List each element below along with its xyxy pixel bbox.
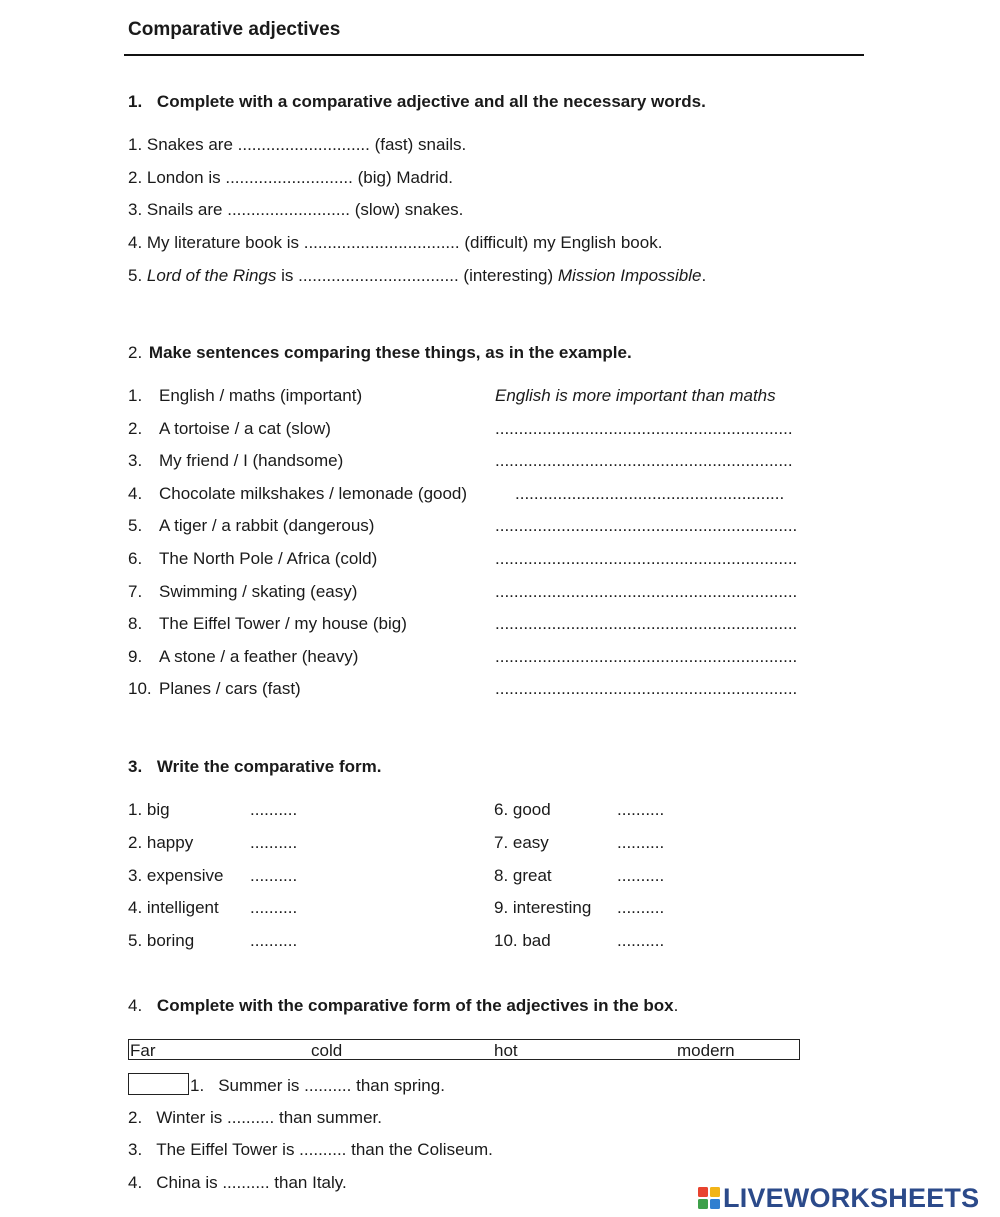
- adjective-word: 6. good: [494, 800, 551, 819]
- comparative-blank[interactable]: ..........: [250, 800, 298, 819]
- answer-blank[interactable]: ................................................................: [495, 647, 798, 666]
- s1-item-3[interactable]: 3. Snails are .......................... (slow) snakes.: [128, 200, 464, 219]
- comparison-row-number: 6.: [128, 549, 143, 568]
- s4-item-1: [190, 1077, 445, 1094]
- section-2-heading: [128, 344, 632, 361]
- answer-blank[interactable]: ................................................................: [495, 679, 798, 698]
- word-box-item: cold: [311, 1041, 343, 1060]
- title-divider: [124, 54, 864, 56]
- adjective-word: 10. bad: [494, 931, 551, 950]
- s1-item-5-film-2: Mission Impossible: [557, 266, 702, 285]
- comparative-blank[interactable]: ..........: [617, 800, 665, 819]
- s4-item-number: 2.: [128, 1108, 143, 1127]
- answer-blank[interactable]: ................................................................: [495, 614, 798, 633]
- s4-item-4: [128, 1174, 347, 1191]
- adjective-word: 2. happy: [128, 833, 194, 852]
- comparison-prompt: Chocolate milkshakes / lemonade (good): [159, 484, 468, 503]
- s4-item-text: Winter is .......... than summer.: [156, 1108, 382, 1127]
- s1-item-5-end: .: [701, 266, 707, 285]
- answer-blank[interactable]: ................................................................: [495, 516, 798, 535]
- section-3-number: 3.: [128, 757, 143, 776]
- comparison-prompt: A tiger / a rabbit (dangerous): [159, 516, 375, 535]
- comparative-blank[interactable]: ..........: [250, 898, 298, 917]
- s4-item-number: 1.: [190, 1076, 205, 1095]
- s4-item-text: China is .......... than Italy.: [156, 1173, 347, 1192]
- adjective-word: 7. easy: [494, 833, 549, 852]
- s4-item-number: 3.: [128, 1140, 143, 1159]
- comparative-blank[interactable]: ..........: [250, 931, 298, 950]
- answer-blank[interactable]: ...............................................................: [495, 451, 793, 470]
- comparative-blank[interactable]: ..........: [617, 898, 665, 917]
- comparison-row-number: 8.: [128, 614, 143, 633]
- answer-blank[interactable]: ................................................................: [495, 549, 798, 568]
- answer-blank[interactable]: .........................................................: [515, 484, 785, 503]
- comparison-row-number: 9.: [128, 647, 143, 666]
- comparison-row-number: 4.: [128, 484, 143, 503]
- page-title: Comparative adjectives: [128, 19, 341, 40]
- comparative-blank[interactable]: ..........: [617, 833, 665, 852]
- section-4-number: 4.: [128, 996, 143, 1015]
- comparison-row-number: 1.: [128, 386, 143, 405]
- s1-item-1[interactable]: 1. Snakes are ............................ (fast) snails.: [128, 135, 467, 154]
- comparative-blank[interactable]: ..........: [617, 931, 665, 950]
- adjective-word: 8. great: [494, 866, 552, 885]
- s1-item-5-middle: is .................................. (interesting): [276, 266, 558, 285]
- adjective-word: 3. expensive: [128, 866, 224, 885]
- section-3-title: Write the comparative form.: [156, 757, 382, 776]
- s4-item-3: [128, 1141, 493, 1158]
- section-2-title: Make sentences comparing these things, as in the example.: [148, 343, 632, 362]
- s1-item-5-film-1: Lord of the Rings: [146, 266, 277, 285]
- adjective-word: 5. boring: [128, 931, 195, 950]
- comparison-prompt: The North Pole / Africa (cold): [159, 549, 378, 568]
- comparison-row-number: 10.: [128, 679, 152, 698]
- example-answer: English is more important than maths: [495, 386, 776, 405]
- logo-text: LIVEWORKSHEETS: [723, 1183, 980, 1213]
- adjective-word: 9. interesting: [494, 898, 592, 917]
- answer-blank[interactable]: ................................................................: [495, 582, 798, 601]
- answer-input[interactable]: [128, 1073, 189, 1095]
- comparison-prompt: English / maths (important): [159, 386, 363, 405]
- comparison-prompt: Planes / cars (fast): [159, 679, 301, 698]
- comparison-row-number: 2.: [128, 419, 143, 438]
- comparison-prompt: A tortoise / a cat (slow): [159, 419, 331, 438]
- answer-blank[interactable]: ...............................................................: [495, 419, 793, 438]
- section-1-heading: [128, 93, 706, 110]
- comparison-row-number: 3.: [128, 451, 143, 470]
- s1-item-4[interactable]: 4. My literature book is ................................. (difficult) my English book.: [128, 233, 663, 252]
- s4-item-text: The Eiffel Tower is .......... than the Coliseum.: [156, 1140, 493, 1159]
- comparison-prompt: A stone / a feather (heavy): [159, 647, 359, 666]
- word-box: [128, 1039, 800, 1060]
- comparison-prompt: My friend / I (handsome): [159, 451, 344, 470]
- section-4-title: Complete with the comparative form of the adjectives in the box: [156, 996, 674, 1015]
- adjective-word: 1. big: [128, 800, 170, 819]
- comparative-blank[interactable]: ..........: [617, 866, 665, 885]
- s1-item-5-prefix: 5.: [128, 266, 147, 285]
- section-2-number: 2.: [128, 343, 143, 362]
- word-box-item: hot: [494, 1041, 518, 1060]
- word-box-item: modern: [677, 1041, 735, 1060]
- s4-item-number: 4.: [128, 1173, 143, 1192]
- s4-item-2: [128, 1109, 382, 1126]
- comparative-blank[interactable]: ..........: [250, 833, 298, 852]
- comparative-blank[interactable]: ..........: [250, 866, 298, 885]
- adjective-word: 4. intelligent: [128, 898, 219, 917]
- section-4-title-end: .: [673, 996, 679, 1015]
- section-3-heading: [128, 758, 381, 775]
- comparison-prompt: The Eiffel Tower / my house (big): [159, 614, 407, 633]
- section-1-title: Complete with a comparative adjective and all the necessary words.: [156, 92, 706, 111]
- s1-item-5[interactable]: [128, 267, 706, 284]
- comparison-prompt: Swimming / skating (easy): [159, 582, 358, 601]
- word-box-item: Far: [130, 1041, 156, 1060]
- liveworksheets-logo-icon: [697, 1186, 721, 1210]
- comparison-row-number: 5.: [128, 516, 143, 535]
- section-1-number: 1.: [128, 92, 143, 111]
- s4-item-text: Summer is .......... than spring.: [218, 1076, 445, 1095]
- s1-item-2[interactable]: 2. London is ........................... (big) Madrid.: [128, 168, 454, 187]
- comparison-row-number: 7.: [128, 582, 143, 601]
- section-4-heading: [128, 997, 678, 1014]
